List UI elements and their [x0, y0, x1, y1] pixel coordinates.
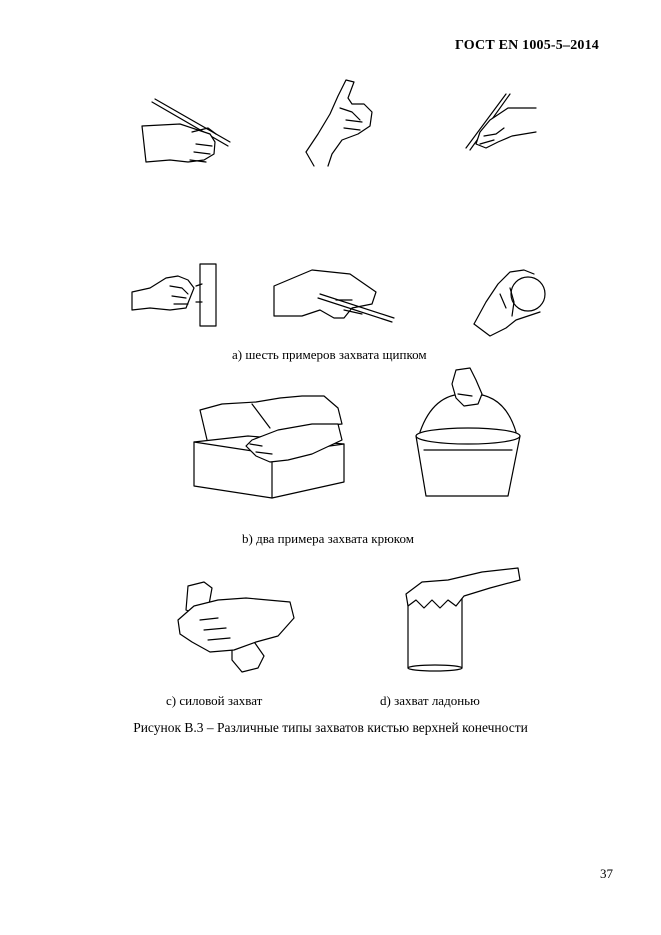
hook-grip-box-lid-illustration — [192, 394, 350, 508]
caption-pinch-grip: а) шесть примеров захвата щипком — [232, 347, 427, 362]
pinch-grip-flat-object-illustration — [272, 266, 398, 326]
pinch-grip-pen-illustration — [460, 92, 540, 158]
pinch-grip-fingertips-illustration — [302, 74, 377, 168]
page-number: 37 — [600, 866, 613, 881]
caption-power-grip: c) силовой захват — [166, 693, 263, 708]
standard-number: ГОСТ EN 1005-5–2014 — [455, 38, 599, 53]
hook-grip-bucket-illustration — [412, 366, 524, 502]
caption-hook-grip: b) два примера захвата крюком — [242, 531, 414, 546]
palm-grip-cylinder-illustration — [402, 566, 522, 672]
power-grip-illustration — [174, 580, 296, 676]
pinch-grip-ball-illustration — [470, 262, 550, 338]
pinch-grip-knob-illustration — [130, 262, 220, 328]
pinch-grip-rod-illustration — [140, 98, 235, 168]
figure-title: Рисунок В.3 – Различные типы захватов кистью верхней конечности — [133, 720, 528, 735]
caption-palm-grip: d) захват ладонью — [380, 693, 480, 708]
